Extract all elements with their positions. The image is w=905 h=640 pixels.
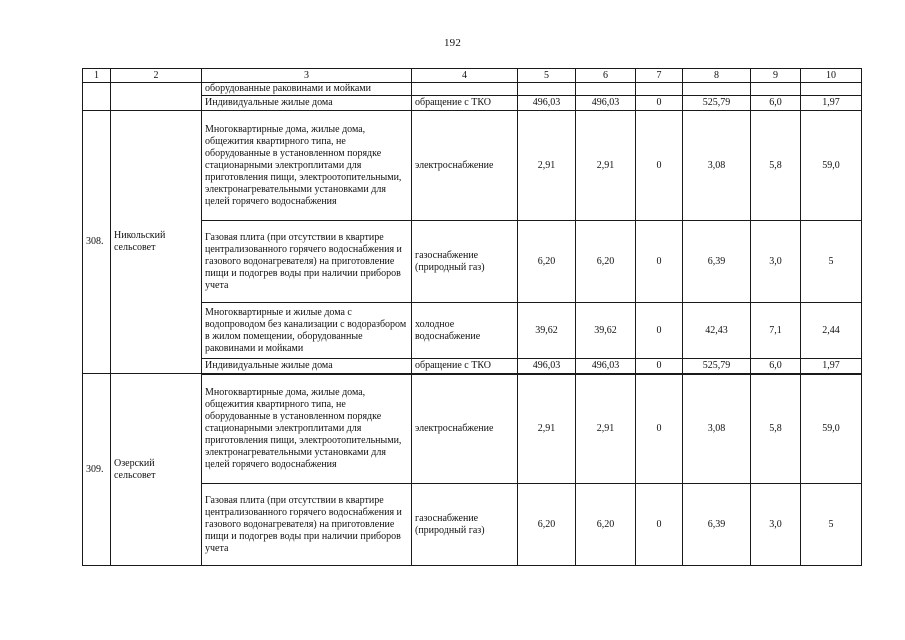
value-col6: 2,91 (576, 374, 636, 484)
consumer-category: Газовая плита (при отсутствии в квартире централизованного горячего водоснабжения и газового водонагревателя) на приготовление пищи и подогрев воды при наличии приборов учета (202, 221, 412, 303)
utility-service: холодное водоснабжение (412, 303, 518, 359)
utility-service (412, 83, 518, 96)
value-col7: 0 (636, 303, 683, 359)
utility-service: электроснабжение (412, 111, 518, 221)
value-col10: 1,97 (801, 96, 862, 111)
value-col7 (636, 83, 683, 96)
value-col9: 3,0 (751, 484, 801, 566)
value-col7: 0 (636, 221, 683, 303)
value-col7: 0 (636, 484, 683, 566)
value-col9: 7,1 (751, 303, 801, 359)
settlement-name: Никольский сельсовет (111, 111, 202, 374)
utility-service: электроснабжение (412, 374, 518, 484)
column-header: 10 (801, 69, 862, 83)
column-header: 9 (751, 69, 801, 83)
column-header: 5 (518, 69, 576, 83)
value-col10: 2,44 (801, 303, 862, 359)
value-col10 (801, 83, 862, 96)
consumer-category: Многоквартирные дома, жилые дома, общежития квартирного типа, не оборудованные в установленном порядке стационарными электроплитами для приготовления пищи, электроотопительными, электронагревательными установками для целей горячего водоснабжения (202, 374, 412, 484)
value-col7: 0 (636, 96, 683, 111)
consumer-category: Многоквартирные дома, жилые дома, общежития квартирного типа, не оборудованные в установленном порядке стационарными электроплитами для приготовления пищи, электроотопительными, электронагревательными установками для целей горячего водоснабжения (202, 111, 412, 221)
row-number: 308. (83, 111, 111, 374)
page-number: 192 (443, 37, 462, 49)
value-col5: 6,20 (518, 221, 576, 303)
value-col6: 6,20 (576, 221, 636, 303)
column-header: 3 (202, 69, 412, 83)
settlement-name: Озерский сельсовет (111, 374, 202, 566)
column-header: 6 (576, 69, 636, 83)
column-header: 2 (111, 69, 202, 83)
consumer-category: Индивидуальные жилые дома (202, 359, 412, 374)
value-col5: 6,20 (518, 484, 576, 566)
row-number (83, 83, 111, 111)
value-col9: 6,0 (751, 359, 801, 374)
utility-service: газоснабжение (природный газ) (412, 221, 518, 303)
column-header: 4 (412, 69, 518, 83)
value-col8 (683, 83, 751, 96)
value-col9 (751, 83, 801, 96)
value-col10: 5 (801, 221, 862, 303)
value-col10: 59,0 (801, 111, 862, 221)
value-col6: 39,62 (576, 303, 636, 359)
column-header: 8 (683, 69, 751, 83)
tariff-table (82, 68, 862, 566)
value-col9: 6,0 (751, 96, 801, 111)
table-row (83, 111, 862, 221)
utility-service: обращение с ТКО (412, 359, 518, 374)
value-col5: 2,91 (518, 374, 576, 484)
consumer-category: Многоквартирные и жилые дома с водопроводом без канализации с водоразбором в жилом помещении, оборудованные раковинами и мойками (202, 303, 412, 359)
value-col5 (518, 83, 576, 96)
column-number-header (83, 69, 862, 83)
value-col8: 525,79 (683, 359, 751, 374)
value-col5: 39,62 (518, 303, 576, 359)
value-col9: 3,0 (751, 221, 801, 303)
value-col8: 3,08 (683, 374, 751, 484)
table-row (83, 374, 862, 484)
row-number: 309. (83, 374, 111, 566)
value-col8: 525,79 (683, 96, 751, 111)
value-col6: 496,03 (576, 96, 636, 111)
utility-service: обращение с ТКО (412, 96, 518, 111)
value-col10: 5 (801, 484, 862, 566)
consumer-category: Индивидуальные жилые дома (202, 96, 412, 111)
value-col10: 59,0 (801, 374, 862, 484)
column-header: 1 (83, 69, 111, 83)
value-col9: 5,8 (751, 374, 801, 484)
value-col6: 6,20 (576, 484, 636, 566)
value-col7: 0 (636, 111, 683, 221)
value-col6 (576, 83, 636, 96)
utility-service: газоснабжение (природный газ) (412, 484, 518, 566)
value-col8: 6,39 (683, 221, 751, 303)
value-col9: 5,8 (751, 111, 801, 221)
settlement-name (111, 83, 202, 111)
value-col5: 496,03 (518, 96, 576, 111)
value-col10: 1,97 (801, 359, 862, 374)
value-col8: 6,39 (683, 484, 751, 566)
consumer-category: оборудованные раковинами и мойками (202, 83, 412, 96)
value-col5: 496,03 (518, 359, 576, 374)
value-col6: 2,91 (576, 111, 636, 221)
value-col8: 42,43 (683, 303, 751, 359)
value-col8: 3,08 (683, 111, 751, 221)
value-col6: 496,03 (576, 359, 636, 374)
consumer-category: Газовая плита (при отсутствии в квартире централизованного горячего водоснабжения и газового водонагревателя) на приготовление пищи и подогрев воды при наличии приборов учета (202, 484, 412, 566)
table-row (83, 83, 862, 96)
value-col7: 0 (636, 359, 683, 374)
value-col7: 0 (636, 374, 683, 484)
value-col5: 2,91 (518, 111, 576, 221)
column-header: 7 (636, 69, 683, 83)
